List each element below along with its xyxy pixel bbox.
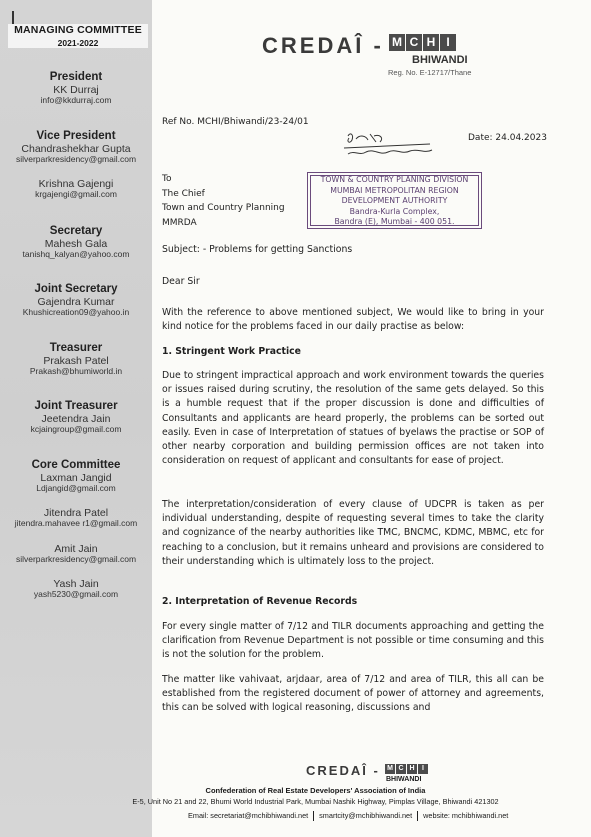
member-name: Yash Jain xyxy=(53,578,99,590)
section-2-paragraph-1: For every single matter of 7/12 and TILR documents approaching and getting the clarification from Revenue Department is not possible or time consuming and this is not the solution for the problem. xyxy=(162,621,544,661)
logo-city: BHIWANDI xyxy=(412,54,468,66)
member-name: Laxman Jangid xyxy=(40,472,112,485)
member-secretary xyxy=(0,225,152,260)
footer-confederation: Confederation of Real Estate Developers' Association of India xyxy=(205,786,426,795)
footer-separator xyxy=(313,811,314,821)
member-email: jitendra.mahavee r1@gmail.com xyxy=(14,518,138,529)
member-joint-secretary xyxy=(0,283,152,318)
footer-smartcity-email[interactable]: smartcity@mchibhiwandi.net xyxy=(319,811,413,820)
credai-mchi-logo xyxy=(262,30,472,80)
stamp-line: Bandra-Kurla Complex, xyxy=(349,206,440,216)
section-1-paragraph-1: Due to stringent impractical approach and work environment towards the queries or issues raised during scrutiny, the resolution of the same gets delayed. So this is a humble request that if the proper discussion is done and difficulties of Consultants and applicants are heard properly, the problems can be sorted out easily. Even in case of Interpretation of statues of byelaws the practise or SOP of other nearby corporation and building permission offices are not taken into consideration on request of applicant and consultants for ease of project. xyxy=(162,370,544,467)
recipient-address xyxy=(162,172,285,230)
member-vice-president xyxy=(0,130,152,165)
member-name: Amit Jain xyxy=(54,543,98,555)
member-name: Chandrashekhar Gupta xyxy=(21,143,131,156)
member-president xyxy=(0,71,152,106)
member-core-committee-4 xyxy=(0,578,152,600)
logo-box: C xyxy=(406,34,422,51)
logo-box: H xyxy=(407,764,417,774)
registration-number: Reg. No. E-12717/Thane xyxy=(388,68,472,77)
member-treasurer xyxy=(0,342,152,377)
footer-logo-city: BHIWANDI xyxy=(386,776,422,783)
handwritten-signature xyxy=(340,130,440,160)
address-line: The Chief xyxy=(162,188,205,199)
member-role: Vice President xyxy=(36,130,116,142)
logo-box: I xyxy=(440,34,456,51)
member-name: Mahesh Gala xyxy=(44,238,108,251)
member-email: krgajengi@gmail.com xyxy=(35,189,117,200)
stamp-line: MUMBAI METROPOLITAN REGION xyxy=(330,185,459,195)
logo-wordmark: CREDAÎ - xyxy=(262,33,384,58)
member-name: Jitendra Patel xyxy=(43,507,109,519)
member-name: Jeetendra Jain xyxy=(41,413,111,426)
section-2-paragraph-2: The matter like vahivaat, arjdaar, area of 7/12 and area of TILR, this all can be established from the registered document of power of attorney and agreements, this can be solved with logical reasoning, discussions and xyxy=(162,674,544,714)
logo-box: M xyxy=(389,34,405,51)
member-core-committee-2 xyxy=(0,507,152,529)
member-vice-president-2 xyxy=(0,178,152,200)
footer-logo-boxes xyxy=(385,764,428,774)
subject-line: Subject: - Problems for getting Sanctions xyxy=(162,244,353,255)
sidebar-term: 2021-2022 xyxy=(57,38,99,48)
member-email: silverparkresidency@gmail.com xyxy=(15,554,137,565)
section-1-heading: 1. Stringent Work Practice xyxy=(162,346,301,357)
member-role: Joint Treasurer xyxy=(34,400,118,412)
member-email: Ldjangid@gmail.com xyxy=(36,483,116,494)
member-role: President xyxy=(49,71,103,83)
address-line: Town and Country Planning xyxy=(162,203,285,213)
member-role: Core Committee xyxy=(31,459,121,471)
reference-number: Ref No. MCHI/Bhiwandi/23-24/01 xyxy=(162,117,309,127)
member-role: Joint Secretary xyxy=(34,283,118,295)
member-name: Gajendra Kumar xyxy=(37,296,115,309)
received-stamp xyxy=(307,172,482,229)
salutation: Dear Sir xyxy=(162,276,200,287)
section-2-heading: 2. Interpretation of Revenue Records xyxy=(162,596,358,607)
footer-website[interactable]: website: mchibhiwandi.net xyxy=(423,811,509,820)
member-role: Secretary xyxy=(49,225,103,237)
member-name: Prakash Patel xyxy=(43,355,109,368)
address-line: To xyxy=(162,174,172,184)
footer-logo-wordmark: CREDAÎ - xyxy=(306,763,380,778)
member-joint-treasurer xyxy=(0,400,152,435)
footer-address: E-5, Unit No 21 and 22, Bhumi World Industrial Park, Mumbai Nashik Highway, Pimplas Village, Bhiwandi 421302 xyxy=(132,797,499,806)
member-email: yash5230@gmail.com xyxy=(33,589,119,600)
member-email: kcjaingroup@gmail.com xyxy=(30,424,122,435)
member-core-committee-3 xyxy=(0,543,152,565)
member-email: Prakash@bhumiworld.in xyxy=(29,366,123,377)
letter-date: Date: 24.04.2023 xyxy=(468,133,547,143)
logo-box: H xyxy=(423,34,439,51)
section-1-paragraph-2: The interpretation/consideration of every clause of UDCPR is taken as per individual understanding, despite of requesting several times to take the clarity and cognizance of the nearby authorities like TMC, BNCMC, KDMC, MBMC, etc for reaching to a conclusion, but it remains unheard and provisions are considered to their understanding which is ultimately loss to the project. xyxy=(162,499,544,567)
stamp-line: DEVELOPMENT AUTHORITY xyxy=(341,196,448,205)
member-email: Khushicreation09@yahoo.in xyxy=(22,307,130,318)
member-email: silverparkresidency@gmail.com xyxy=(15,154,137,165)
footer-separator xyxy=(417,811,418,821)
member-name: KK Durraj xyxy=(53,84,99,97)
intro-paragraph: With the reference to above mentioned subject, We would like to bring in your kind notice for the problems faced in our daily practise as below: xyxy=(162,307,544,333)
logo-mchi-boxes xyxy=(389,34,456,51)
footer-contacts xyxy=(188,811,508,821)
logo-box: C xyxy=(396,764,406,774)
stamp-line: Bandra (E), Mumbai - 400 051. xyxy=(334,217,455,226)
logo-box: I xyxy=(418,764,428,774)
member-role: Treasurer xyxy=(49,342,103,354)
sidebar-header xyxy=(8,24,148,48)
sidebar-title: MANAGING COMMITTEE xyxy=(14,24,142,36)
logo-box: M xyxy=(385,764,395,774)
address-line: MMRDA xyxy=(162,217,197,228)
stamp-line: TOWN & COUNTRY PLANING DIVISION xyxy=(320,175,469,184)
member-name: Krishna Gajengi xyxy=(38,178,114,190)
managing-committee-sidebar xyxy=(0,0,152,837)
footer-email[interactable]: Email: secretariat@mchibhiwandi.net xyxy=(188,811,309,820)
member-core-committee xyxy=(0,459,152,494)
member-email: info@kkdurraj.com xyxy=(40,95,112,106)
member-email: tanishq_kalyan@yahoo.com xyxy=(22,249,130,260)
